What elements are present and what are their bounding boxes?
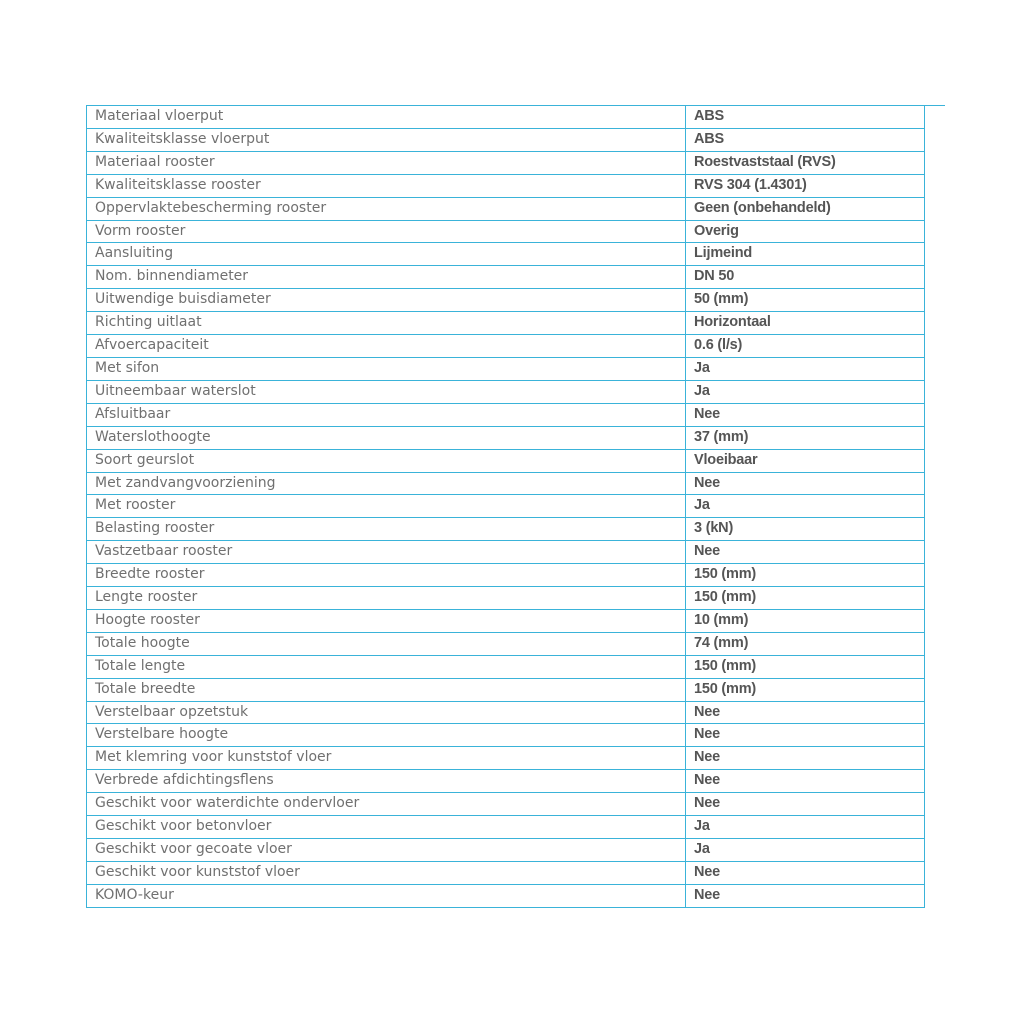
spec-value: Nee xyxy=(686,701,925,724)
spec-value: Nee xyxy=(686,747,925,770)
spec-label: Geschikt voor waterdichte ondervloer xyxy=(87,793,686,816)
spec-label: Oppervlaktebescherming rooster xyxy=(87,197,686,220)
spec-value: Nee xyxy=(686,541,925,564)
table-row xyxy=(87,609,925,632)
table-row xyxy=(87,335,925,358)
spec-value: RVS 304 (1.4301) xyxy=(686,174,925,197)
spec-value: Roestvaststaal (RVS) xyxy=(686,151,925,174)
spec-label: Kwaliteitsklasse rooster xyxy=(87,174,686,197)
table-row xyxy=(87,564,925,587)
table-row xyxy=(87,289,925,312)
spec-label: Hoogte rooster xyxy=(87,609,686,632)
spec-value: 150 (mm) xyxy=(686,564,925,587)
table-row xyxy=(87,449,925,472)
table-row xyxy=(87,770,925,793)
specifications-table xyxy=(86,105,925,908)
top-border-extension xyxy=(925,105,945,106)
spec-label: Geschikt voor betonvloer xyxy=(87,816,686,839)
table-row xyxy=(87,793,925,816)
table-row xyxy=(87,426,925,449)
spec-value: Ja xyxy=(686,380,925,403)
spec-label: Geschikt voor kunststof vloer xyxy=(87,861,686,884)
table-row xyxy=(87,724,925,747)
table-row xyxy=(87,174,925,197)
spec-value: DN 50 xyxy=(686,266,925,289)
table-row xyxy=(87,243,925,266)
table-row xyxy=(87,128,925,151)
table-row xyxy=(87,701,925,724)
table-row xyxy=(87,312,925,335)
spec-label: Belasting rooster xyxy=(87,518,686,541)
table-row xyxy=(87,541,925,564)
spec-value: Ja xyxy=(686,839,925,862)
spec-value: Ja xyxy=(686,495,925,518)
spec-value: 150 (mm) xyxy=(686,587,925,610)
table-row xyxy=(87,884,925,907)
table-row xyxy=(87,495,925,518)
spec-value: Nee xyxy=(686,403,925,426)
table-row xyxy=(87,472,925,495)
spec-label: Aansluiting xyxy=(87,243,686,266)
spec-label: Totale breedte xyxy=(87,678,686,701)
spec-value: Vloeibaar xyxy=(686,449,925,472)
spec-label: KOMO-keur xyxy=(87,884,686,907)
spec-label: Vastzetbaar rooster xyxy=(87,541,686,564)
spec-value: Geen (onbehandeld) xyxy=(686,197,925,220)
spec-value: 0.6 (l/s) xyxy=(686,335,925,358)
spec-value: Nee xyxy=(686,861,925,884)
table-row xyxy=(87,839,925,862)
spec-label: Uitneembaar waterslot xyxy=(87,380,686,403)
table-row xyxy=(87,678,925,701)
spec-label: Richting uitlaat xyxy=(87,312,686,335)
spec-label: Verstelbare hoogte xyxy=(87,724,686,747)
table-row xyxy=(87,747,925,770)
spec-value: Nee xyxy=(686,472,925,495)
spec-label: Met rooster xyxy=(87,495,686,518)
spec-value: Horizontaal xyxy=(686,312,925,335)
spec-label: Met sifon xyxy=(87,357,686,380)
spec-label: Soort geurslot xyxy=(87,449,686,472)
spec-label: Uitwendige buisdiameter xyxy=(87,289,686,312)
spec-value: Nee xyxy=(686,724,925,747)
spec-value: 150 (mm) xyxy=(686,678,925,701)
spec-value: 3 (kN) xyxy=(686,518,925,541)
spec-value: Overig xyxy=(686,220,925,243)
spec-label: Met zandvangvoorziening xyxy=(87,472,686,495)
specifications-table-body xyxy=(87,106,925,908)
spec-value: 37 (mm) xyxy=(686,426,925,449)
table-row xyxy=(87,816,925,839)
spec-value: Lijmeind xyxy=(686,243,925,266)
spec-label: Materiaal rooster xyxy=(87,151,686,174)
spec-value: 10 (mm) xyxy=(686,609,925,632)
table-row xyxy=(87,380,925,403)
spec-label: Lengte rooster xyxy=(87,587,686,610)
spec-label: Met klemring voor kunststof vloer xyxy=(87,747,686,770)
spec-value: Ja xyxy=(686,816,925,839)
spec-value: 50 (mm) xyxy=(686,289,925,312)
spec-value: Nee xyxy=(686,770,925,793)
spec-label: Totale hoogte xyxy=(87,632,686,655)
spec-label: Geschikt voor gecoate vloer xyxy=(87,839,686,862)
spec-value: Nee xyxy=(686,884,925,907)
table-row xyxy=(87,266,925,289)
spec-label: Kwaliteitsklasse vloerput xyxy=(87,128,686,151)
spec-label: Verstelbaar opzetstuk xyxy=(87,701,686,724)
spec-value: 150 (mm) xyxy=(686,655,925,678)
spec-label: Breedte rooster xyxy=(87,564,686,587)
table-row xyxy=(87,518,925,541)
spec-value: Ja xyxy=(686,357,925,380)
spec-value: 74 (mm) xyxy=(686,632,925,655)
table-row xyxy=(87,197,925,220)
table-row xyxy=(87,357,925,380)
table-row xyxy=(87,587,925,610)
table-row xyxy=(87,220,925,243)
spec-value: ABS xyxy=(686,128,925,151)
table-row xyxy=(87,151,925,174)
spec-value: ABS xyxy=(686,106,925,129)
table-row xyxy=(87,632,925,655)
table-row xyxy=(87,106,925,129)
table-row xyxy=(87,403,925,426)
spec-label: Waterslothoogte xyxy=(87,426,686,449)
spec-label: Totale lengte xyxy=(87,655,686,678)
spec-label: Afvoercapaciteit xyxy=(87,335,686,358)
table-row xyxy=(87,861,925,884)
spec-label: Vorm rooster xyxy=(87,220,686,243)
spec-label: Afsluitbaar xyxy=(87,403,686,426)
spec-label: Verbrede afdichtingsflens xyxy=(87,770,686,793)
spec-value: Nee xyxy=(686,793,925,816)
spec-label: Nom. binnendiameter xyxy=(87,266,686,289)
table-row xyxy=(87,655,925,678)
spec-label: Materiaal vloerput xyxy=(87,106,686,129)
